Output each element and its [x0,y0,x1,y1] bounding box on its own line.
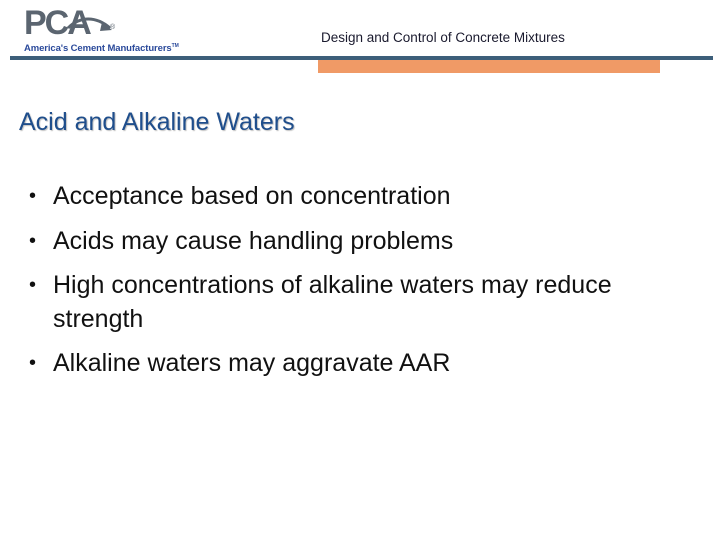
bullet-item [29,178,669,214]
bullet-item [29,223,669,259]
header-title: Design and Control of Concrete Mixtures [321,30,565,45]
registered-mark: ® [110,24,116,31]
bullet-dot-icon: • [29,185,37,207]
bullet-text: Alkaline waters may aggravate AAR [53,349,451,377]
bullet-dot-icon: • [29,352,37,374]
bullet-text: Acceptance based on concentration [53,182,451,210]
bullet-item [29,268,669,336]
pca-logo [18,4,193,56]
bullet-text: High concentrations of alkaline waters may reduce strength [53,271,612,333]
logo-letters: PCA [24,4,90,42]
bullet-dot-icon: • [29,230,37,252]
logo-swoosh-icon [66,14,112,36]
bullet-dot-icon: • [29,274,37,296]
logo-tagline [24,43,179,54]
slide-title: Acid and Alkaline Waters [19,108,295,136]
bullet-text: Acids may cause handling problems [53,227,454,255]
bullet-item [29,345,669,381]
trademark-mark: TM [171,43,179,49]
bullet-list [29,178,669,390]
header-rule-orange [318,60,660,73]
logo-tagline-text: America's Cement Manufacturers [24,43,172,55]
